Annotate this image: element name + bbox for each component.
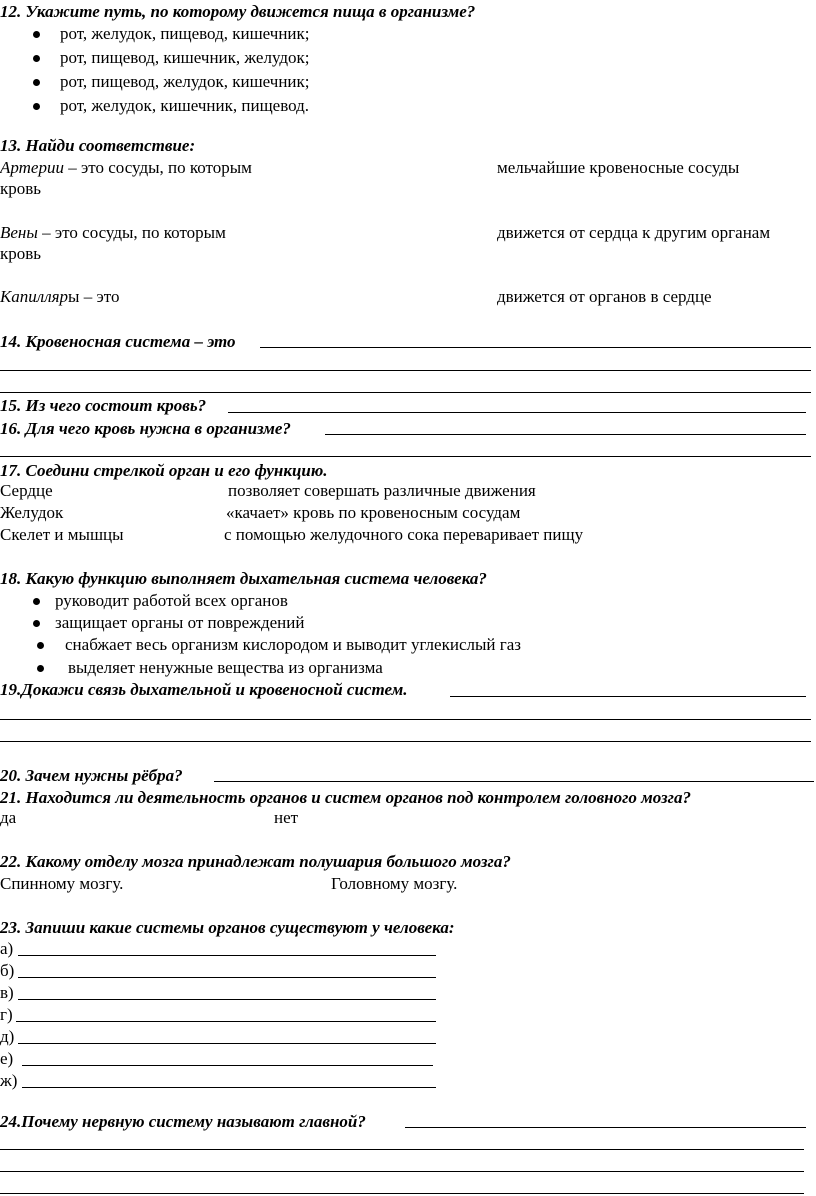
answer-line-15[interactable] (228, 412, 806, 413)
organ-1: Сердце (0, 481, 53, 500)
function-2: «качает» кровь по кровеносным сосудам (226, 503, 521, 522)
match-left-2-wrap: кровь (0, 244, 42, 263)
question-21-title: 21. Находится ли деятельность органов и систем органов под контролем головного мозга? (0, 788, 691, 807)
answer-yes: да (0, 808, 17, 827)
match-left-1: Артерии – это сосуды, по которым (0, 158, 252, 177)
option-18-3: снабжает весь организм кислородом и выводит углекислый газ (65, 635, 521, 654)
option-12-4: рот, желудок, кишечник, пищевод. (60, 96, 310, 115)
answer-line-23-d[interactable] (18, 1043, 436, 1044)
match-left-2: Вены – это сосуды, по которым (0, 223, 226, 242)
option-18-2: защищает органы от повреждений (55, 613, 305, 632)
question-23-title: 23. Запиши какие системы органов существуют у человека: (0, 918, 455, 937)
answer-no: нет (274, 808, 299, 827)
answer-line-14-2[interactable] (0, 370, 811, 371)
question-17-title: 17. Соедини стрелкой орган и его функцию. (0, 461, 328, 480)
organ-3: Скелет и мышцы (0, 525, 124, 544)
answer-line-23-b[interactable] (18, 977, 436, 978)
question-12-title: 12. Укажите путь, по которому движется пища в организме? (0, 2, 476, 21)
bullet-icon (33, 31, 40, 38)
question-15-title: 15. Из чего состоит кровь? (0, 396, 207, 415)
answer-line-14[interactable] (260, 347, 811, 348)
answer-line-24-3[interactable] (0, 1171, 804, 1172)
function-3: с помощью желудочного сока переваривает пищу (224, 525, 584, 544)
question-20-title: 20. Зачем нужны рёбра? (0, 766, 183, 785)
question-16-title: 16. Для чего кровь нужна в организме? (0, 419, 291, 438)
system-label-a: а) (0, 939, 14, 958)
answer-line-19[interactable] (450, 696, 806, 697)
answer-line-16[interactable] (325, 434, 806, 435)
system-label-d: д) (0, 1027, 15, 1046)
answer-line-24[interactable] (405, 1127, 806, 1128)
bullet-icon (33, 55, 40, 62)
bullet-icon (33, 620, 40, 627)
question-18-title: 18. Какую функцию выполняет дыхательная система человека? (0, 569, 487, 588)
answer-line-19-3[interactable] (0, 741, 811, 742)
match-right-2: движется от сердца к другим органам (497, 223, 771, 242)
function-1: позволяет совершать различные движения (228, 481, 536, 500)
term-veins: Вены (0, 223, 38, 242)
answer-line-24-2[interactable] (0, 1149, 804, 1150)
bullet-icon (33, 598, 40, 605)
answer-line-23-e[interactable] (22, 1065, 433, 1066)
match-left-1-wrap: кровь (0, 179, 42, 198)
option-18-4: выделяет ненужные вещества из организма (68, 658, 383, 677)
system-label-zh: ж) (0, 1071, 18, 1090)
bullet-icon (33, 103, 40, 110)
answer-line-14-3[interactable] (0, 392, 811, 393)
question-14-title: 14. Кровеносная система – это (0, 332, 236, 351)
question-19-title: 19.Докажи связь дыхательной и кровеносной систем. (0, 680, 408, 699)
match-right-1: мельчайшие кровеносные сосуды (497, 158, 740, 177)
answer-brain: Головному мозгу. (331, 874, 458, 893)
option-12-2: рот, пищевод, кишечник, желудок; (60, 48, 310, 67)
organ-2: Желудок (0, 503, 64, 522)
option-12-3: рот, пищевод, желудок, кишечник; (60, 72, 310, 91)
system-label-v: в) (0, 983, 14, 1002)
term-arteries: Артерии (0, 158, 64, 177)
answer-line-19-2[interactable] (0, 719, 811, 720)
answer-spinal: Спинному мозгу. (0, 874, 124, 893)
system-label-b: б) (0, 961, 15, 980)
match-left-3: Капилляры – это (0, 287, 120, 306)
answer-line-23-zh[interactable] (22, 1087, 436, 1088)
answer-line-24-4[interactable] (0, 1193, 804, 1194)
answer-line-23-v[interactable] (18, 999, 436, 1000)
match-right-3: движется от органов в сердце (497, 287, 712, 306)
system-label-g: г) (0, 1005, 13, 1024)
answer-line-23-g[interactable] (16, 1021, 436, 1022)
term-capillaries: Капилляр (0, 287, 69, 306)
question-22-title: 22. Какому отделу мозга принадлежат полушария большого мозга? (0, 852, 511, 871)
option-18-1: руководит работой всех органов (55, 591, 288, 610)
answer-line-16-2[interactable] (0, 456, 811, 457)
answer-line-23-a[interactable] (18, 955, 436, 956)
question-13-title: 13. Найди соответствие: (0, 136, 196, 155)
bullet-icon (33, 79, 40, 86)
answer-line-20[interactable] (214, 781, 814, 782)
bullet-icon (37, 642, 44, 649)
option-12-1: рот, желудок, пищевод, кишечник; (60, 24, 310, 43)
bullet-icon (37, 665, 44, 672)
question-24-title: 24.Почему нервную систему называют главной? (0, 1112, 366, 1131)
system-label-e: е) (0, 1049, 14, 1068)
